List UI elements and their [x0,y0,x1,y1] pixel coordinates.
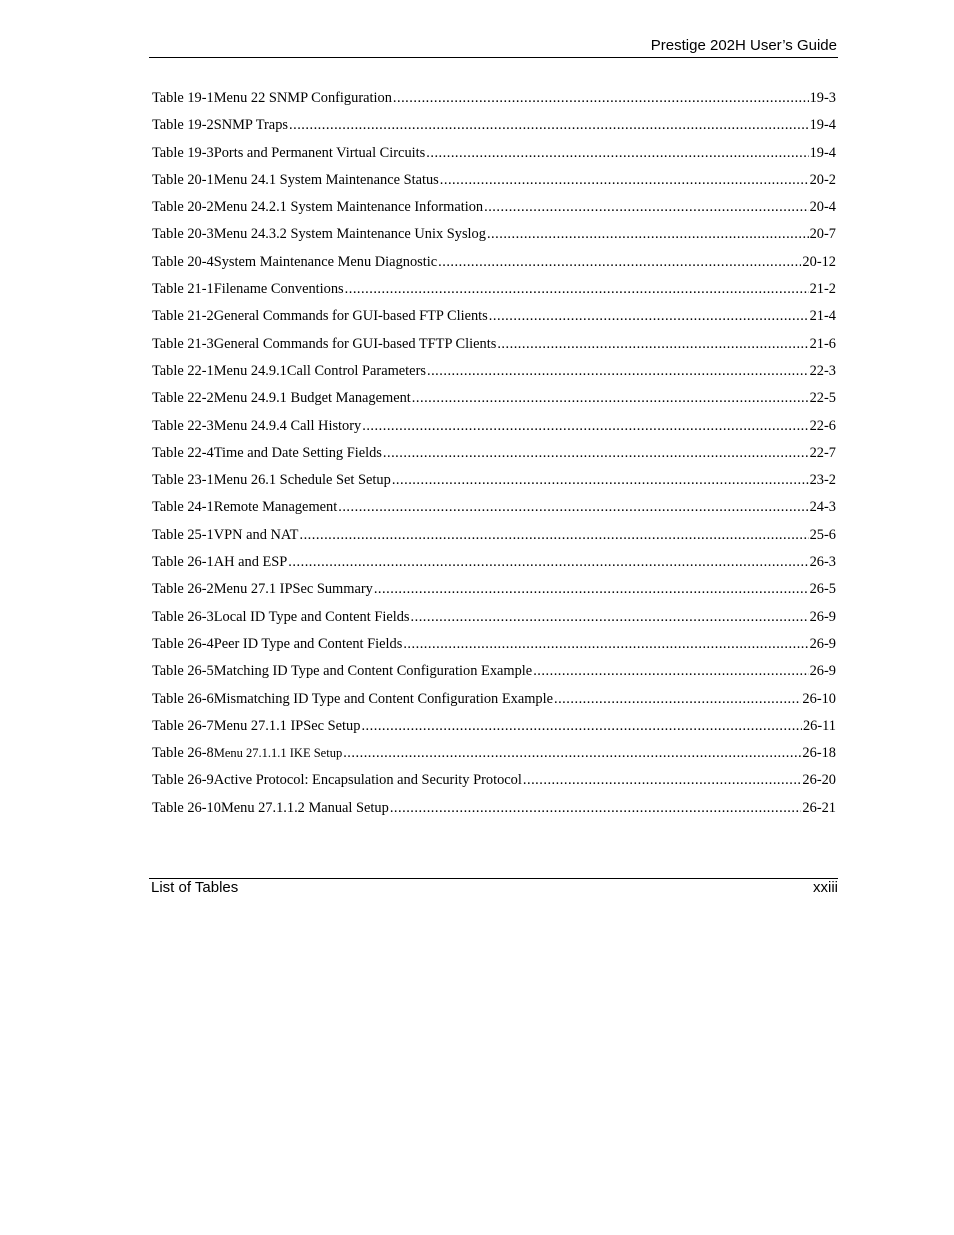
footer-page-number: xxiii [813,879,838,896]
toc-entry-label: Table 22-2 [152,390,214,407]
toc-entry-page: 21-2 [809,281,836,298]
toc-entry-label: Table 24-1 [152,499,214,516]
dot-leader [426,144,808,162]
toc-entry[interactable] [152,526,836,553]
toc-entry-page: 19-4 [809,117,836,134]
toc-entry-label: Table 20-2 [152,199,214,216]
toc-entry-page: 26-9 [809,608,836,625]
toc-entry[interactable] [152,253,836,280]
toc-entry-title: Menu 24.9.1 Budget Management [213,390,411,407]
toc-entry-title: Menu 27.1.1 IPSec Setup [213,717,361,734]
dot-leader [361,717,802,735]
dot-leader [343,744,801,762]
dot-leader [487,225,809,243]
toc-entry-page: 21-6 [809,335,836,352]
dot-leader [393,89,809,107]
toc-entry-title: Peer ID Type and Content Fields [213,635,403,652]
toc-entry[interactable] [152,225,836,252]
toc-entry-label: Table 20-1 [152,171,214,188]
toc-entry-page: 20-4 [809,199,836,216]
dot-leader [392,471,809,489]
toc-entry[interactable] [152,144,836,171]
toc-entry[interactable] [152,335,836,362]
toc-entry-label: Table 21-3 [152,335,214,352]
toc-entry-label: Table 20-3 [152,226,214,243]
toc-entry-title: Menu 26.1 Schedule Set Setup [213,472,391,489]
toc-entry-title: SNMP Traps [213,117,288,134]
toc-entry-page: 23-2 [809,472,836,489]
toc-entry-page: 19-4 [809,144,836,161]
toc-entry-page: 22-7 [809,444,836,461]
dot-leader [383,444,809,462]
footer-divider [149,878,838,879]
toc-entry[interactable] [152,417,836,444]
toc-entry[interactable] [152,799,836,826]
toc-entry[interactable] [152,116,836,143]
toc-entry-label: Table 26-3 [152,608,214,625]
dot-leader [440,171,809,189]
toc-entry-page: 22-5 [809,390,836,407]
toc-entry-title: Matching ID Type and Content Configuration Example [213,663,533,680]
toc-entry-label: Table 26-9 [152,772,214,789]
header-divider [149,57,838,58]
toc-entry-title: General Commands for GUI-based TFTP Clients [213,335,497,352]
toc-entry[interactable] [152,89,836,116]
toc-entry[interactable] [152,662,836,689]
toc-entry-title: AH and ESP [213,554,288,571]
toc-entry[interactable] [152,280,836,307]
toc-entry-label: Table 22-4 [152,444,214,461]
toc-entry-label: Table 22-1 [152,362,214,379]
toc-entry[interactable] [152,444,836,471]
toc-entry-page: 21-4 [809,308,836,325]
toc-entry-label: Table 26-8 [152,745,214,762]
toc-entry-label: Table 21-2 [152,308,214,325]
toc-entry-page: 19-3 [809,90,836,106]
toc-entry[interactable] [152,744,836,771]
dot-leader [427,362,809,380]
toc-entry-label: Table 21-1 [152,281,214,298]
toc-entry-page: 26-11 [802,717,836,734]
toc-entry-label: Table 26-6 [152,690,214,707]
toc-entry-page: 26-21 [802,799,836,816]
toc-entry[interactable] [152,635,836,662]
toc-entry[interactable] [152,362,836,389]
dot-leader [338,498,808,516]
dot-leader [412,389,809,407]
toc-entry-page: 22-6 [809,417,836,434]
toc-entry[interactable] [152,498,836,525]
dot-leader [390,799,802,817]
toc-entry-label: Table 22-3 [152,417,214,434]
toc-entry-title: Menu 27.1 IPSec Summary [213,581,373,598]
toc-entry-title: Remote Management [213,499,338,516]
toc-entry-page: 20-12 [802,253,836,270]
toc-entry-title: Mismatching ID Type and Content Configuration Example [213,690,553,707]
toc-entry-label: Table 20-4 [152,253,214,270]
toc-entry-label: Table 26-7 [152,717,214,734]
dot-leader [554,690,801,708]
toc-entry-label: Table 19-2 [152,117,214,134]
toc-entry-title: General Commands for GUI-based FTP Clients [213,308,488,325]
toc-entry[interactable] [152,608,836,635]
toc-entry-label: Table 19-3 [152,144,214,161]
toc-entry[interactable] [152,553,836,580]
list-of-tables [152,89,836,826]
toc-entry-label: Table 26-1 [152,554,214,571]
toc-entry-title: Time and Date Setting Fields [213,444,382,461]
toc-entry-page: 25-6 [809,526,836,543]
toc-entry[interactable] [152,580,836,607]
toc-entry-title: Filename Conventions [213,281,344,298]
dot-leader [489,307,809,325]
dot-leader [345,280,809,298]
dot-leader [523,771,802,789]
toc-entry-title: VPN and NAT [213,526,299,543]
toc-entry[interactable] [152,771,836,798]
dot-leader [484,198,809,216]
toc-entry-title: Local ID Type and Content Fields [213,608,410,625]
toc-entry-page: 20-2 [809,171,836,188]
toc-entry-page: 26-10 [802,690,836,707]
dot-leader [497,335,808,353]
toc-entry-title: Menu 24.3.2 System Maintenance Unix Syslog [213,226,486,243]
dot-leader [289,116,809,134]
toc-entry[interactable] [152,389,836,416]
toc-entry-title: Menu 22 SNMP Configuration [213,90,392,106]
toc-entry-page: 26-9 [809,663,836,680]
toc-entry-title: Menu 24.1 System Maintenance Status [213,171,439,188]
dot-leader [403,635,808,653]
toc-entry-title: Active Protocol: Encapsulation and Security Protocol [213,772,522,789]
toc-entry-title: Menu 24.9.4 Call History [213,417,362,434]
toc-entry-label: Table 23-1 [152,472,214,489]
toc-entry-page: 24-3 [809,499,836,516]
toc-entry[interactable] [152,471,836,498]
toc-entry-title: Ports and Permanent Virtual Circuits [213,144,426,161]
toc-entry-label: Table 26-10 [152,799,221,816]
toc-entry[interactable] [152,307,836,334]
dot-leader [299,526,808,544]
toc-entry-title: Menu 24.2.1 System Maintenance Information [213,199,484,216]
toc-entry-page: 26-9 [809,635,836,652]
toc-entry-title: System Maintenance Menu Diagnostic [213,253,438,270]
toc-entry[interactable] [152,171,836,198]
toc-entry-title: Menu 24.9.1Call Control Parameters [213,362,426,379]
dot-leader [288,553,808,571]
dot-leader [411,608,809,626]
toc-entry-label: Table 26-2 [152,581,214,598]
toc-entry-title: Menu 27.1.1.1 IKE Setup [213,746,343,761]
toc-entry[interactable] [152,198,836,225]
toc-entry-page: 20-7 [809,226,836,243]
toc-entry-page: 26-18 [802,745,836,762]
dot-leader [438,253,801,271]
toc-entry-page: 26-3 [809,554,836,571]
toc-entry-label: Table 19-1 [152,90,214,106]
toc-entry-label: Table 26-5 [152,663,214,680]
toc-entry-page: 26-5 [809,581,836,598]
dot-leader [374,580,809,598]
toc-entry-page: 22-3 [809,362,836,379]
toc-entry-label: Table 26-4 [152,635,214,652]
document-title: Prestige 202H User’s Guide [650,37,837,54]
dot-leader [533,662,808,680]
toc-entry-label: Table 25-1 [152,526,214,543]
toc-entry[interactable] [152,690,836,717]
toc-entry-title: Menu 27.1.1.2 Manual Setup [220,799,389,816]
toc-entry-page: 26-20 [802,772,836,789]
footer-section-title: List of Tables [151,879,239,896]
dot-leader [362,417,808,435]
toc-entry[interactable] [152,717,836,744]
